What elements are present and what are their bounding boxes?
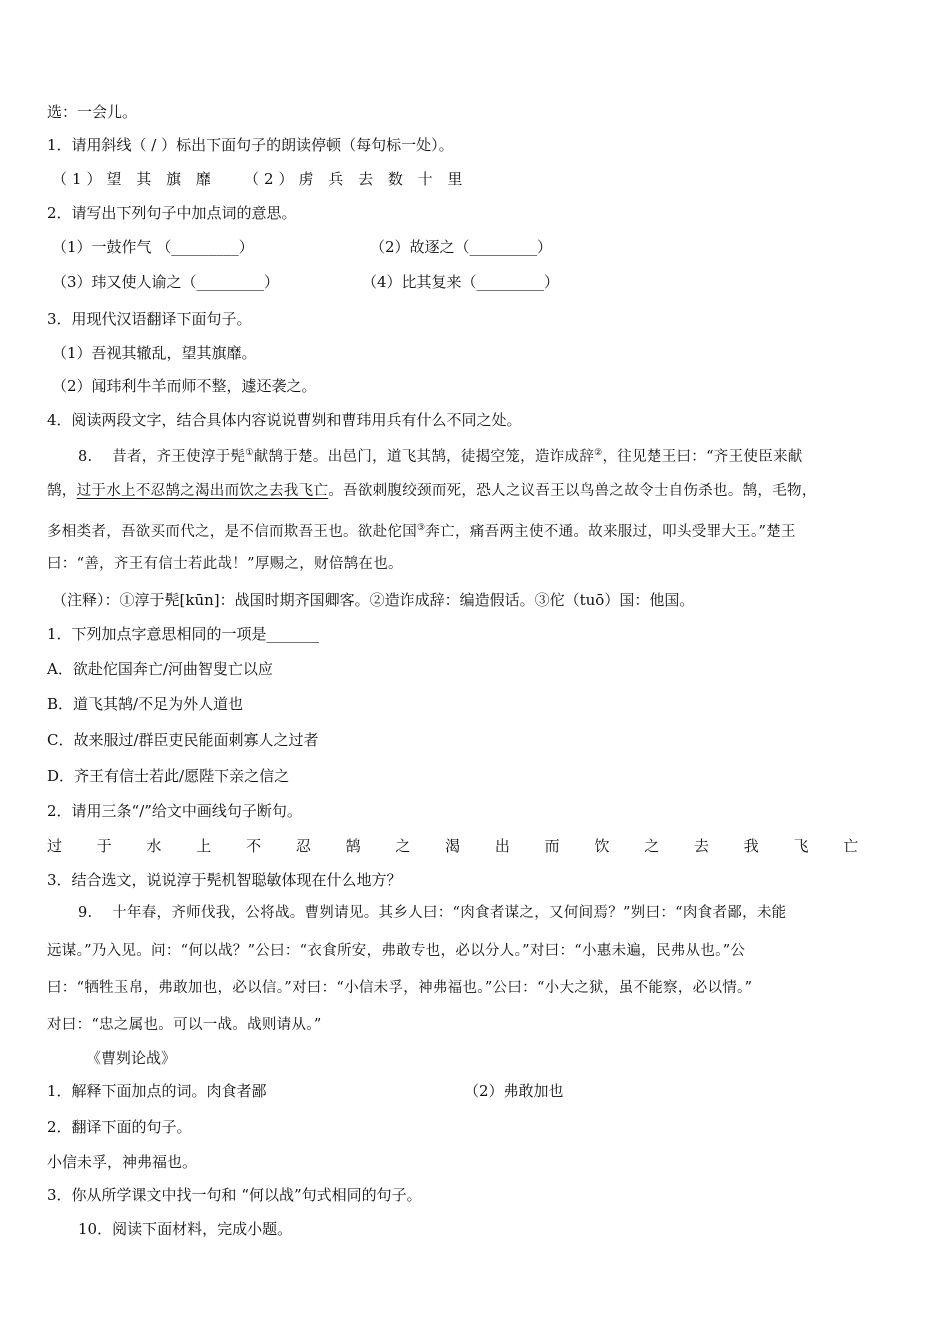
sub-item: （2）弗敢加也 bbox=[464, 1082, 564, 1100]
underlined-sentence: 过于水上不忍鹄之渴出而饮之去我飞亡 bbox=[76, 483, 329, 499]
passage-text: ，往见楚王曰：“齐王使臣来献 bbox=[602, 449, 803, 465]
passage-text: 献鹄于楚。出邑门，道飞其鹄，徒揭空笼，造诈成辞 bbox=[253, 449, 595, 465]
passage-line bbox=[78, 442, 803, 468]
passage-text: 多相类者，吾欲买而代之，是不信而欺吾王也。欲赴佗国 bbox=[47, 524, 417, 540]
option-c: C．故来服过/群臣吏民能面刺寡人之过者 bbox=[47, 731, 319, 749]
footnote-marker: ③ bbox=[417, 523, 426, 533]
question-4-title: 4．阅读两段文字，结合具体内容说说曹刿和曹玮用兵有什么不同之处。 bbox=[47, 411, 522, 429]
sub-item: （1）吾视其辙乱，望其旗靡。 bbox=[52, 344, 257, 362]
passage-text: 鹄， bbox=[47, 483, 77, 499]
question-3-title: 3．用现代汉语翻译下面句子。 bbox=[47, 310, 252, 328]
passage-line bbox=[47, 517, 796, 543]
sub-item: （2）虏 兵 去 数 十 里 bbox=[244, 170, 468, 188]
sub-item: （3）玮又使人谕之（_________） bbox=[52, 273, 280, 291]
passage-line: 曰：“善，齐王有信士若此哉！”厚赐之，财倍鹄在也。 bbox=[47, 556, 403, 572]
sub-item: （4）比其复来（_________） bbox=[362, 273, 560, 291]
passage-text: 8. 昔者，齐王使淳于髡 bbox=[78, 449, 246, 465]
sentence-to-translate: 小信未孚，神弗福也。 bbox=[47, 1153, 198, 1171]
passage-line: 9. 十年春，齐师伐我，公将战。曹刿请见。其乡人曰：“肉食者谋之，又何间焉？”刿曰：“肉食者鄙，未能 bbox=[78, 905, 787, 921]
question-title: 3．结合选文，说说淳于髡机智聪敏体现在什么地方？ bbox=[47, 871, 402, 889]
question-1-title: 1．请用斜线（ / ）标出下面句子的朗读停顿（每句标一处）。 bbox=[47, 136, 454, 154]
question-title: 3．你从所学课文中找一句和 “何以战”句式相同的句子。 bbox=[47, 1186, 422, 1204]
section-title: 10．阅读下面材料，完成小题。 bbox=[78, 1220, 293, 1238]
sentence-to-punctuate: 过 于 水 上 不 忍 鹄 之 渴 出 而 饮 之 去 我 飞 亡 bbox=[47, 837, 874, 855]
footnote-marker: ② bbox=[594, 448, 603, 458]
question-title: 2．翻译下面的句子。 bbox=[47, 1118, 192, 1136]
text-line: 选：一会儿。 bbox=[47, 103, 138, 121]
passage-source: 《曹刿论战》 bbox=[86, 1049, 177, 1067]
question-title: 2．请用三条“/”给文中画线句子断句。 bbox=[47, 802, 302, 820]
option-b: B．道飞其鹄/不足为外人道也 bbox=[47, 695, 244, 713]
passage-text: 。吾欲刺腹绞颈而死，恐人之议吾王以鸟兽之故令士自伤杀也。鹄，毛物， bbox=[328, 483, 817, 499]
question-title: 1．解释下面加点的词。肉食者鄙 bbox=[47, 1082, 267, 1100]
passage-line bbox=[47, 480, 817, 502]
passage-line: 远谋。”乃入见。问：“何以战？”公曰：“衣食所安，弗敢专也，必以分人。”对曰：“小惠未遍，民弗从也。”公 bbox=[47, 943, 746, 959]
option-a: A．欲赴佗国奔亡/河曲智叟亡以应 bbox=[47, 660, 273, 678]
passage-line: 曰：“牺牲玉帛，弗敢加也，必以信。”对曰：“小信未孚，神弗福也。”公曰：“小大之狱，虽不能察，必以情。” bbox=[47, 980, 753, 996]
sub-item: （2）闻玮利牛羊而师不整，遽还袭之。 bbox=[52, 377, 317, 395]
sub-item: （2）故逐之（_________） bbox=[370, 238, 553, 256]
option-d: D．齐王有信士若此/愿陛下亲之信之 bbox=[47, 767, 290, 785]
passage-text: 奔亡，痛吾两主使不通。故来服过，叩头受罪大王。”楚王 bbox=[425, 524, 796, 540]
sub-item: （1）一鼓作气 （_________） bbox=[52, 238, 254, 256]
passage-line: 对曰：“忠之属也。可以一战。战则请从。” bbox=[47, 1017, 322, 1033]
sub-item: （1）望 其 旗 靡 bbox=[52, 170, 216, 188]
annotation-line: （注释）：①淳于髡[kūn]：战国时期齐国卿客。②造诈成辞：编造假话。③佗（tuō）国：他国。 bbox=[52, 591, 695, 609]
question-title: 1．下列加点字意思相同的一项是_______ bbox=[47, 625, 320, 643]
question-2-title: 2．请写出下列句子中加点词的意思。 bbox=[47, 204, 297, 222]
footnote-marker: ① bbox=[245, 448, 254, 458]
